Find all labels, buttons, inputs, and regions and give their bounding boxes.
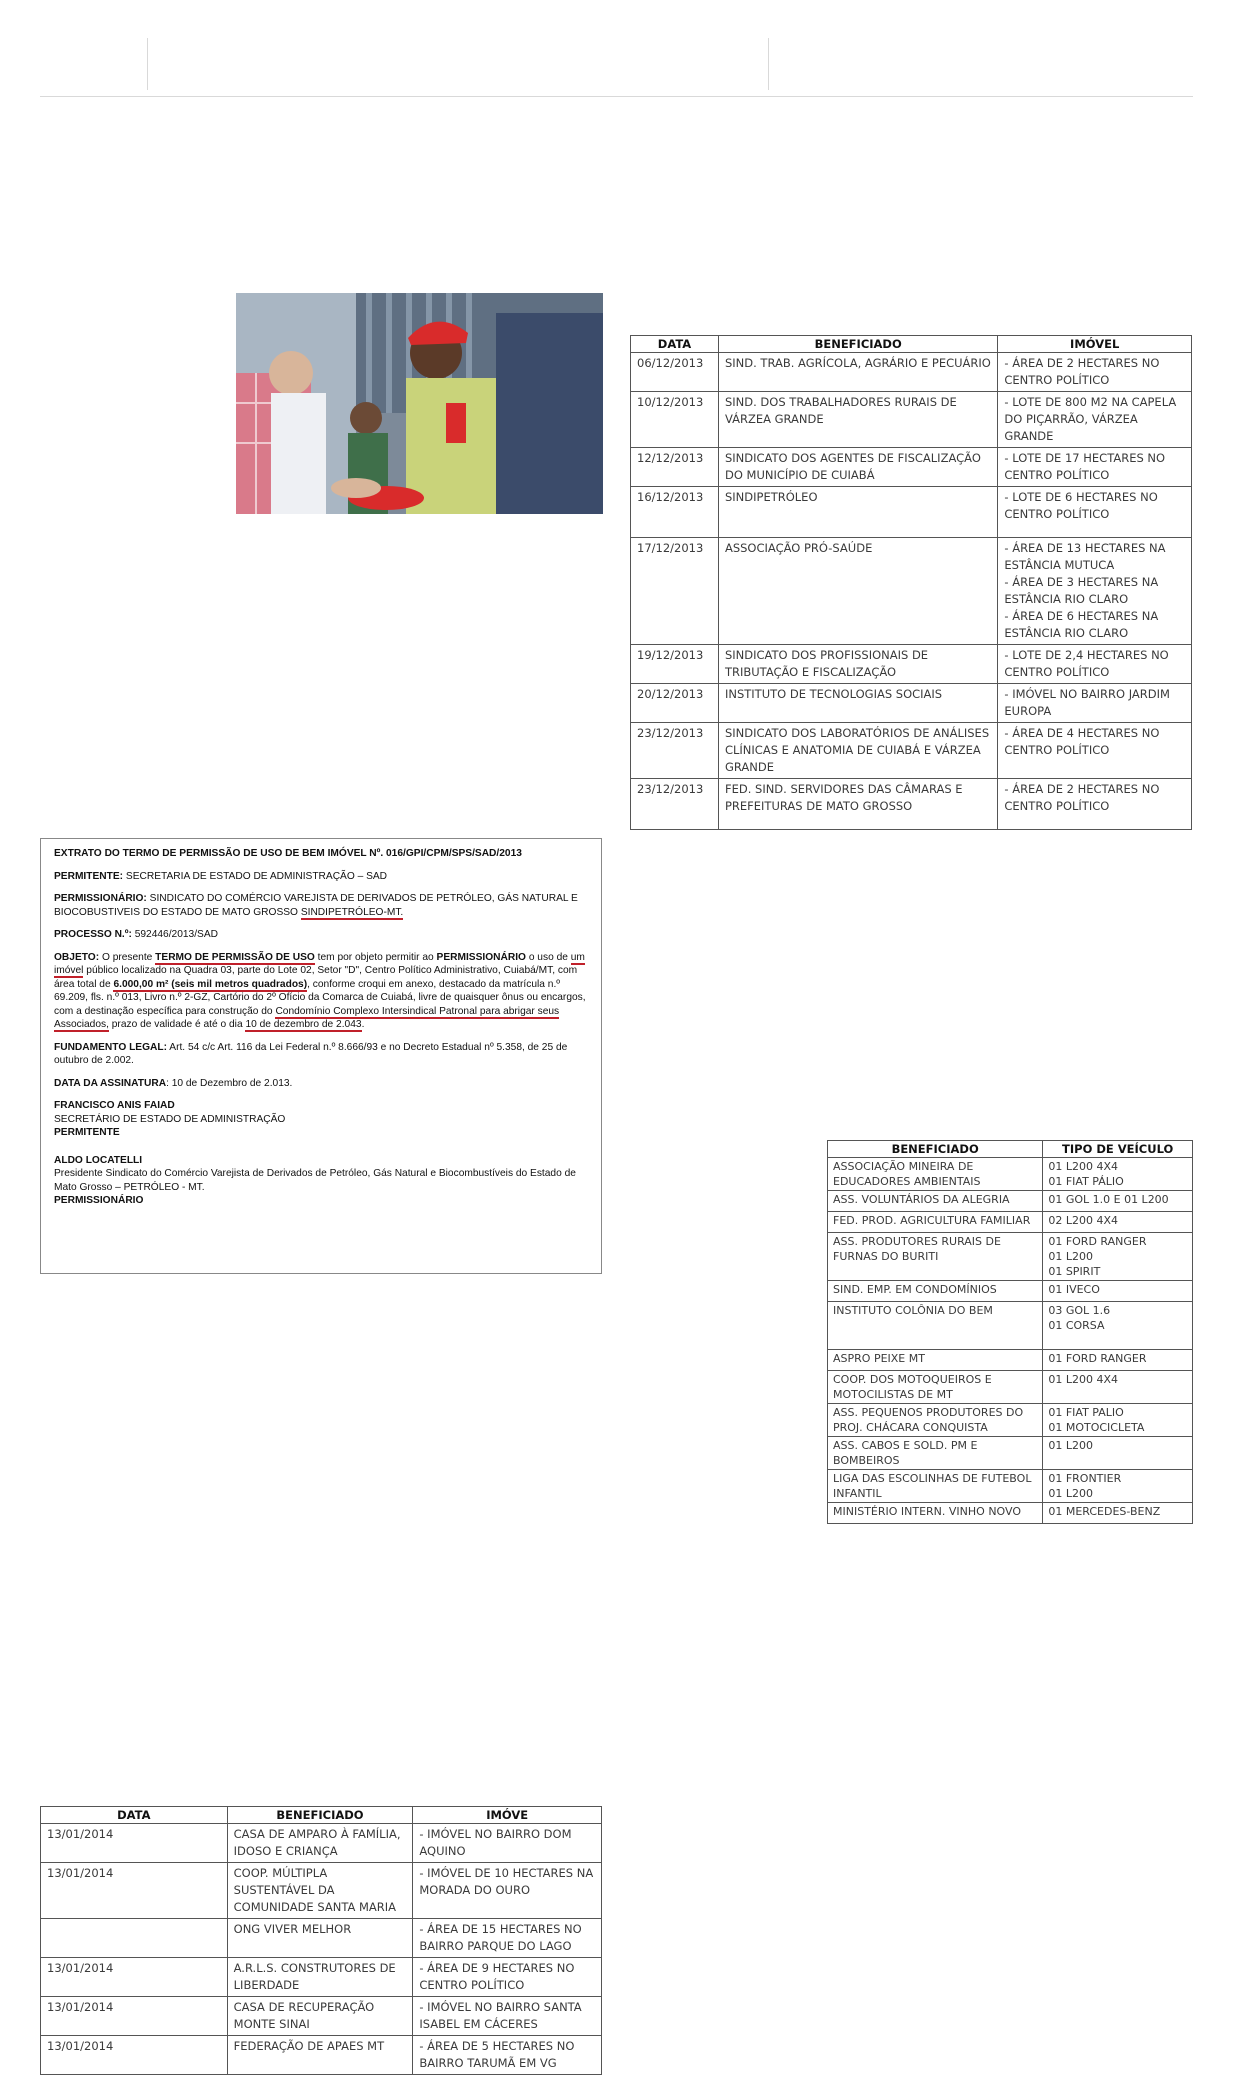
beneficiary-cell: LIGA DAS ESCOLINHAS DE FUTEBOL INFANTIL <box>828 1470 1043 1503</box>
beneficiary-cell: SIND. DOS TRABALHADORES RURAIS DE VÁRZEA GRANDE <box>718 392 997 448</box>
table-row <box>631 723 1192 779</box>
header-rule <box>40 96 1193 97</box>
property-cell: - LOTE DE 800 M2 NA CAPELA DO PIÇARRÃO, VÁRZEA GRANDE <box>998 392 1192 448</box>
signer-name: ALDO LOCATELLI <box>54 1154 143 1166</box>
beneficiary-cell: SINDIPETRÓLEO <box>718 487 997 538</box>
objeto-highlight: um imóvel <box>54 951 585 976</box>
table-row <box>41 1919 602 1958</box>
vehicle-cell: 01 FORD RANGER 01 L200 01 SPIRIT <box>1043 1233 1193 1281</box>
objeto-text: o uso de <box>525 951 571 963</box>
table-row <box>828 1158 1193 1191</box>
date-cell: 16/12/2013 <box>631 487 719 538</box>
beneficiary-cell: FED. PROD. AGRICULTURA FAMILIAR <box>828 1212 1043 1233</box>
imoveis-janeiro-table <box>40 1806 602 2075</box>
permitente-value: SECRETARIA DE ESTADO DE ADMINISTRAÇÃO – SAD <box>123 870 388 882</box>
date-cell <box>41 1919 228 1958</box>
column-header-beneficiado: BENEFICIADO <box>718 336 997 353</box>
property-cell: - LOTE DE 6 HECTARES NO CENTRO POLÍTICO <box>998 487 1192 538</box>
vehicle-cell: 01 L200 <box>1043 1437 1193 1470</box>
beneficiary-cell: ASS. VOLUNTÁRIOS DA ALEGRIA <box>828 1191 1043 1212</box>
signature-permissionario <box>54 1154 588 1208</box>
table-row <box>828 1191 1193 1212</box>
header-divider-left <box>147 38 148 90</box>
signer-role: SECRETÁRIO DE ESTADO DE ADMINISTRAÇÃO <box>54 1113 286 1125</box>
table-row <box>631 779 1192 830</box>
beneficiary-cell: SIND. TRAB. AGRÍCOLA, AGRÁRIO E PECUÁRIO <box>718 353 997 392</box>
table-row <box>631 684 1192 723</box>
data-assinatura-line <box>54 1077 588 1091</box>
property-cell: - IMÓVEL NO BAIRRO JARDIM EUROPA <box>998 684 1192 723</box>
table-row <box>631 538 1192 645</box>
date-cell: 13/01/2014 <box>41 1958 228 1997</box>
beneficiary-cell: ASPRO PEIXE MT <box>828 1350 1043 1371</box>
beneficiary-cell: SIND. EMP. EM CONDOMÍNIOS <box>828 1281 1043 1302</box>
news-photo <box>236 293 603 514</box>
property-cell: - ÁREA DE 15 HECTARES NO BAIRRO PARQUE DO LAGO <box>413 1919 602 1958</box>
signer-title: PERMITENTE <box>54 1127 120 1138</box>
table-row <box>631 353 1192 392</box>
property-cell: - ÁREA DE 13 HECTARES NA ESTÂNCIA MUTUCA - ÁREA DE 3 HECTARES NA ESTÂNCIA RIO CLARO - ÁREA DE 6 HECTARES NA ESTÂNCIA RIO CLARO <box>998 538 1192 645</box>
table-row <box>631 392 1192 448</box>
permission-extract-document <box>40 838 602 1274</box>
column-header-beneficiado: BENEFICIADO <box>828 1141 1043 1158</box>
column-header-tipo-veiculo: TIPO DE VEÍCULO <box>1043 1141 1193 1158</box>
table-row <box>828 1212 1193 1233</box>
vehicle-cell: 01 FIAT PALIO 01 MOTOCICLETA <box>1043 1404 1193 1437</box>
objeto-text: O presente <box>99 951 156 963</box>
table-row <box>828 1470 1193 1503</box>
beneficiary-cell: INSTITUTO DE TECNOLOGIAS SOCIAIS <box>718 684 997 723</box>
date-cell: 13/01/2014 <box>41 1997 228 2036</box>
beneficiary-cell: SINDICATO DOS LABORATÓRIOS DE ANÁLISES CLÍNICAS E ANATOMIA DE CUIABÁ E VÁRZEA GRANDE <box>718 723 997 779</box>
vehicle-cell: 01 FRONTIER 01 L200 <box>1043 1470 1193 1503</box>
beneficiary-cell: SINDICATO DOS PROFISSIONAIS DE TRIBUTAÇÃO E FISCALIZAÇÃO <box>718 645 997 684</box>
vehicle-cell: 02 L200 4X4 <box>1043 1212 1193 1233</box>
vehicle-cell: 01 L200 4X4 01 FIAT PÁLIO <box>1043 1158 1193 1191</box>
table-row <box>828 1350 1193 1371</box>
objeto-text: prazo de validade é até o dia <box>108 1019 246 1030</box>
objeto-bold: PERMISSIONÁRIO <box>436 951 526 963</box>
table-row <box>41 2036 602 2075</box>
date-cell: 19/12/2013 <box>631 645 719 684</box>
objeto-text: tem por objeto permitir ao <box>314 951 437 963</box>
table-row <box>41 1863 602 1919</box>
data-assinatura-value: : 10 de Dezembro de 2.013. <box>166 1077 293 1089</box>
signer-title: PERMISSIONÁRIO <box>54 1195 144 1206</box>
column-header-beneficiado: BENEFICIADO <box>227 1807 413 1824</box>
vehicle-cell: 01 L200 4X4 <box>1043 1371 1193 1404</box>
beneficiary-cell: ASS. PRODUTORES RURAIS DE FURNAS DO BURITI <box>828 1233 1043 1281</box>
beneficiary-cell: ONG VIVER MELHOR <box>227 1919 413 1958</box>
objeto-highlight: 6.000,00 m² (seis mil metros quadrados) <box>113 978 308 990</box>
veiculos-table <box>827 1140 1193 1524</box>
objeto-highlight: TERMO DE PERMISSÃO DE USO <box>155 951 315 963</box>
property-cell: - LOTE DE 17 HECTARES NO CENTRO POLÍTICO <box>998 448 1192 487</box>
vehicle-cell: 03 GOL 1.6 01 CORSA <box>1043 1302 1193 1350</box>
column-header-imovel: IMÓVE <box>413 1807 602 1824</box>
fundamento-label: FUNDAMENTO LEGAL: <box>54 1041 167 1053</box>
permitente-line <box>54 870 588 884</box>
beneficiary-cell: FED. SIND. SERVIDORES DAS CÂMARAS E PREFEITURAS DE MATO GROSSO <box>718 779 997 830</box>
date-cell: 12/12/2013 <box>631 448 719 487</box>
column-header-data: DATA <box>41 1807 228 1824</box>
beneficiary-cell: SINDICATO DOS AGENTES DE FISCALIZAÇÃO DO MUNICÍPIO DE CUIABÁ <box>718 448 997 487</box>
date-cell: 06/12/2013 <box>631 353 719 392</box>
property-cell: - ÁREA DE 4 HECTARES NO CENTRO POLÍTICO <box>998 723 1192 779</box>
processo-line <box>54 928 588 942</box>
property-cell: - ÁREA DE 2 HECTARES NO CENTRO POLÍTICO <box>998 779 1192 830</box>
fundamento-value: Art. 54 c/c Art. 116 da Lei Federal n.º 8.666/93 e no Decreto Estadual nº 5.358, de 25 de outubro de 2.002. <box>54 1041 568 1066</box>
objeto-label: OBJETO: <box>54 951 100 963</box>
property-cell: - IMÓVEL DE 10 HECTARES NA MORADA DO OURO <box>413 1863 602 1919</box>
beneficiary-cell: A.R.L.S. CONSTRUTORES DE LIBERDADE <box>227 1958 413 1997</box>
extract-title: EXTRATO DO TERMO DE PERMISSÃO DE USO DE BEM IMÓVEL Nº. 016/GPI/CPM/SPS/SAD/2013 <box>54 848 522 859</box>
date-cell: 17/12/2013 <box>631 538 719 645</box>
beneficiary-cell: COOP. DOS MOTOQUEIROS E MOTOCILISTAS DE MT <box>828 1371 1043 1404</box>
vehicle-cell: 01 IVECO <box>1043 1281 1193 1302</box>
property-cell: - ÁREA DE 2 HECTARES NO CENTRO POLÍTICO <box>998 353 1192 392</box>
beneficiary-cell: CASA DE RECUPERAÇÃO MONTE SINAI <box>227 1997 413 2036</box>
table-row <box>828 1302 1193 1350</box>
permitente-label: PERMITENTE: <box>54 870 124 882</box>
property-cell: - IMÓVEL NO BAIRRO SANTA ISABEL EM CÁCERES <box>413 1997 602 2036</box>
table-row <box>631 645 1192 684</box>
date-cell: 23/12/2013 <box>631 779 719 830</box>
beneficiary-cell: COOP. MÚLTIPLA SUSTENTÁVEL DA COMUNIDADE SANTA MARIA <box>227 1863 413 1919</box>
table-row <box>631 487 1192 538</box>
beneficiary-cell: MINISTÉRIO INTERN. VINHO NOVO <box>828 1503 1043 1524</box>
permissionario-highlight: SINDIPETRÓLEO-MT. <box>300 906 404 918</box>
date-cell: 23/12/2013 <box>631 723 719 779</box>
vehicle-cell: 01 FORD RANGER <box>1043 1350 1193 1371</box>
imoveis-dezembro-table <box>630 335 1192 830</box>
objeto-text: . <box>361 1019 365 1030</box>
beneficiary-cell: ASS. PEQUENOS PRODUTORES DO PROJ. CHÁCARA CONQUISTA <box>828 1404 1043 1437</box>
beneficiary-cell: INSTITUTO COLÔNIA DO BEM <box>828 1302 1043 1350</box>
beneficiary-cell: ASS. CABOS E SOLD. PM E BOMBEIROS <box>828 1437 1043 1470</box>
table-row <box>41 1997 602 2036</box>
table-row <box>41 1824 602 1863</box>
objeto-text: , conforme croqui em anexo, destacado da matrícula n.º 69.209, fls. n.º 013, Livro n.º 2-GZ, Cartório do 2º Ofício da Comarca de Cuiabá, livre de quaisquer ônus ou encargos, com a destinação específica para construção do <box>54 978 586 1017</box>
processo-label: PROCESSO N.º: <box>54 929 132 940</box>
table-row <box>828 1281 1193 1302</box>
header-divider-right <box>768 38 769 90</box>
property-cell: - LOTE DE 2,4 HECTARES NO CENTRO POLÍTICO <box>998 645 1192 684</box>
table-row <box>631 448 1192 487</box>
permissionario-value: SINDICATO DO COMÉRCIO VAREJISTA DE DERIVADOS DE PETRÓLEO, GÁS NATURAL E BIOCOBUSTIVEIS DO ESTADO DE MATO GROSSO <box>54 893 578 918</box>
property-cell: - IMÓVEL NO BAIRRO DOM AQUINO <box>413 1824 602 1863</box>
vehicle-cell: 01 MERCEDES-BENZ <box>1043 1503 1193 1524</box>
objeto-text: público localizado na Quadra 03, parte do Lote 02, Setor "D", Centro Político Administrativo, Cuiabá/MT, com área total de <box>54 965 578 990</box>
objeto-highlight: 10 de dezembro de 2.043 <box>245 1019 362 1030</box>
data-assinatura-label: DATA DA ASSINATURA <box>54 1077 167 1089</box>
signature-permitente <box>54 1099 588 1140</box>
table-row <box>828 1503 1193 1524</box>
table-header-row <box>631 336 1192 353</box>
beneficiary-cell: FEDERAÇÃO DE APAES MT <box>227 2036 413 2075</box>
beneficiary-cell: ASSOCIAÇÃO MINEIRA DE EDUCADORES AMBIENTAIS <box>828 1158 1043 1191</box>
table-header-row <box>41 1807 602 1824</box>
date-cell: 10/12/2013 <box>631 392 719 448</box>
signer-role: Presidente Sindicato do Comércio Varejista de Derivados de Petróleo, Gás Natural e Biocombustíveis do Estado de Mato Grosso – PETRÓLEO - MT. <box>54 1168 576 1193</box>
date-cell: 13/01/2014 <box>41 1824 228 1863</box>
property-cell: - ÁREA DE 9 HECTARES NO CENTRO POLÍTICO <box>413 1958 602 1997</box>
column-header-data: DATA <box>631 336 719 353</box>
permissionario-label: PERMISSIONÁRIO: <box>54 893 147 904</box>
objeto-paragraph <box>54 951 588 1032</box>
table-row <box>828 1437 1193 1470</box>
table-row <box>41 1958 602 1997</box>
signer-name: FRANCISCO ANIS FAIAD <box>54 1100 175 1111</box>
fundamento-line <box>54 1041 588 1068</box>
date-cell: 20/12/2013 <box>631 684 719 723</box>
table-row <box>828 1233 1193 1281</box>
date-cell: 13/01/2014 <box>41 1863 228 1919</box>
processo-value: 592446/2013/SAD <box>131 929 218 940</box>
table-header-row <box>828 1141 1193 1158</box>
table-row <box>828 1371 1193 1404</box>
objeto-highlight: Condomínio Complexo Intersindical Patronal para abrigar seus Associados, <box>54 1005 560 1030</box>
property-cell: - ÁREA DE 5 HECTARES NO BAIRRO TARUMÃ EM VG <box>413 2036 602 2075</box>
beneficiary-cell: CASA DE AMPARO À FAMÍLIA, IDOSO E CRIANÇA <box>227 1824 413 1863</box>
beneficiary-cell: ASSOCIAÇÃO PRÓ-SAÚDE <box>718 538 997 645</box>
vehicle-cell: 01 GOL 1.0 E 01 L200 <box>1043 1191 1193 1212</box>
column-header-imovel: IMÓVEL <box>998 336 1192 353</box>
permissionario-line <box>54 892 588 919</box>
date-cell: 13/01/2014 <box>41 2036 228 2075</box>
table-row <box>828 1404 1193 1437</box>
